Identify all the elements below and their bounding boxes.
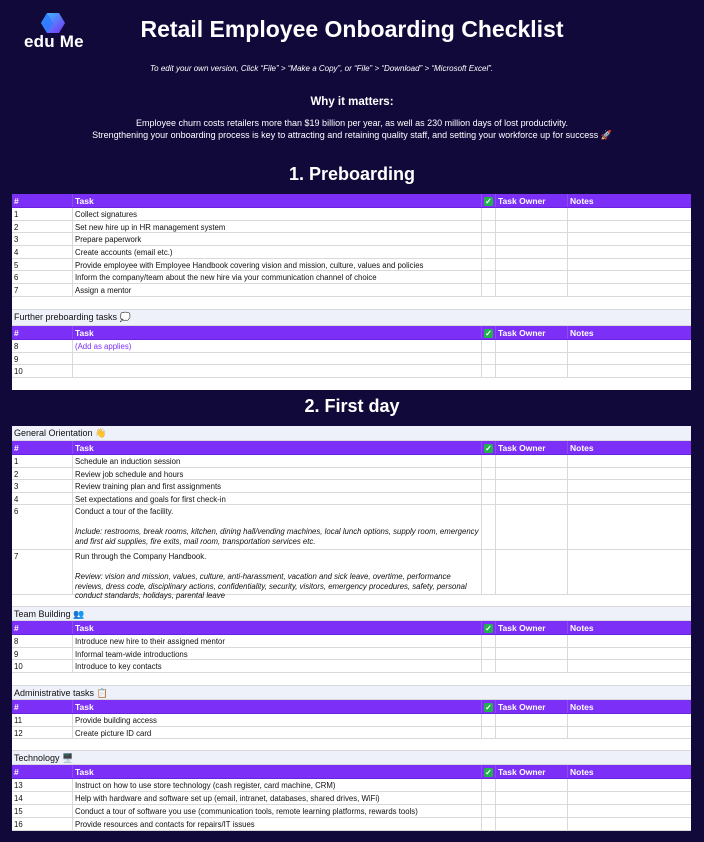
table-header-row (12, 621, 691, 635)
row-task-owner[interactable] (496, 284, 568, 296)
task-text: Informal team-wide introductions (75, 649, 188, 659)
subsection-team-building (12, 607, 691, 621)
row-number: 11 (12, 714, 73, 726)
row-task[interactable] (73, 779, 482, 791)
col-task-header: Task (73, 326, 482, 339)
table-row (12, 779, 691, 792)
col-task-header: Task (73, 194, 482, 207)
row-task-owner[interactable] (496, 468, 568, 480)
row-notes[interactable] (568, 233, 691, 245)
blank-row (12, 297, 691, 310)
col-check-header (482, 441, 496, 454)
why-line-1: Employee churn costs retailers more than $19 billion per year, as well as 230 million days of lost productivity. (135, 118, 569, 128)
col-notes-header: Notes (570, 702, 594, 713)
row-notes[interactable] (568, 727, 691, 739)
task-text: Collect signatures (75, 210, 137, 219)
row-task[interactable] (73, 271, 482, 283)
team-building-rows (12, 635, 691, 673)
further-preboarding-rows (12, 340, 691, 378)
row-task[interactable] (73, 246, 482, 258)
row-task[interactable] (73, 818, 482, 830)
row-notes[interactable] (568, 779, 691, 791)
col-owner-header: Task Owner (496, 194, 568, 207)
row-notes[interactable] (568, 246, 691, 258)
row-notes[interactable] (568, 221, 691, 233)
col-owner-header: Task Owner (496, 700, 568, 713)
row-number: 4 (12, 246, 73, 258)
col-check-header (482, 700, 496, 713)
checkmark-icon: ✓ (485, 197, 492, 206)
task-text: Review training plan and first assignments (75, 482, 222, 491)
row-notes[interactable] (568, 660, 691, 672)
administrative-rows (12, 714, 691, 739)
col-num-header: # (12, 700, 73, 713)
row-checkbox[interactable] (482, 340, 496, 352)
table-row (12, 648, 691, 661)
row-task-owner[interactable] (496, 365, 568, 377)
why-line-2: Strengthening your onboarding process is key to attracting and retaining quality staff, and setting your workforce up for success 🚀 (92, 129, 612, 140)
col-owner-header: Task Owner (496, 326, 568, 339)
col-notes-header: Notes (570, 623, 594, 633)
row-number: 1 (12, 208, 73, 220)
first-day-table (12, 426, 691, 831)
blank-row (12, 595, 691, 607)
table-header-row (12, 326, 691, 340)
subsection-title: Further preboarding tasks 💭 (14, 311, 131, 322)
row-number: 13 (12, 779, 73, 791)
row-task-owner[interactable] (496, 340, 568, 352)
row-checkbox[interactable] (482, 779, 496, 791)
row-checkbox[interactable] (482, 493, 496, 505)
table-header-row (12, 765, 691, 779)
row-task-owner[interactable] (496, 648, 568, 660)
col-num-header: # (12, 441, 73, 454)
row-checkbox[interactable] (482, 714, 496, 726)
task-note: Review: vision and mission, values, culture, anti-harassment, vacation and sick leave, overtime, performance reviews, dress code, disciplinary actions, confidentiality, security, visitors, emergency procedures, safety, personal conduct standards, holidays, parental leave (75, 572, 467, 600)
table-header-row (12, 700, 691, 714)
subsection-title: General Orientation 👋 (14, 428, 107, 438)
row-task-owner[interactable] (496, 246, 568, 258)
checkmark-icon: ✓ (485, 444, 492, 453)
col-task-header: Task (73, 700, 482, 713)
row-task-owner[interactable] (496, 259, 568, 271)
table-row (12, 284, 691, 297)
blank-row (12, 673, 691, 686)
task-text: Run through the Company Handbook. (75, 552, 207, 561)
row-checkbox[interactable] (482, 550, 496, 594)
task-text: Provide building access (75, 716, 157, 726)
subsection-further-preboarding (12, 310, 691, 326)
task-text: Set new hire up in HR management system (75, 222, 226, 232)
page-title: Retail Employee Onboarding Checklist (140, 16, 564, 42)
row-task-owner[interactable] (496, 635, 568, 647)
task-text: Assign a mentor (75, 286, 132, 296)
row-number: 3 (12, 480, 73, 492)
general-orientation-rows (12, 455, 691, 600)
col-check-header (482, 621, 496, 634)
row-notes[interactable] (568, 818, 691, 830)
col-task-header: Task (73, 441, 482, 454)
why-it-matters-title: Why it matters: (310, 96, 394, 108)
col-num-header: # (12, 326, 73, 339)
row-task[interactable] (73, 208, 482, 220)
row-task-owner[interactable] (496, 233, 568, 245)
row-notes[interactable] (568, 455, 691, 467)
checkmark-icon: ✓ (485, 328, 492, 338)
preboarding-table (12, 194, 691, 390)
row-task-owner[interactable] (496, 208, 568, 220)
table-row (12, 365, 691, 378)
row-number: 12 (12, 727, 73, 739)
table-row (12, 246, 691, 259)
preboarding-rows (12, 208, 691, 297)
table-row (12, 635, 691, 648)
row-checkbox[interactable] (482, 365, 496, 377)
row-checkbox[interactable] (482, 259, 496, 271)
row-checkbox[interactable] (482, 455, 496, 467)
table-row (12, 493, 691, 506)
row-checkbox[interactable] (482, 468, 496, 480)
row-number: 9 (12, 648, 73, 660)
row-number: 10 (12, 660, 73, 672)
row-number: 2 (12, 468, 73, 480)
checkmark-icon: ✓ (485, 703, 492, 713)
row-task[interactable] (73, 233, 482, 245)
col-task-header: Task (73, 765, 482, 778)
row-task[interactable] (73, 660, 482, 672)
row-task-owner[interactable] (496, 505, 568, 549)
row-checkbox[interactable] (482, 246, 496, 258)
row-checkbox[interactable] (482, 353, 496, 365)
row-task-owner[interactable] (496, 221, 568, 233)
row-task[interactable] (73, 340, 482, 352)
row-number: 2 (12, 221, 73, 233)
task-text: Schedule an induction session (75, 457, 181, 466)
col-num-header: # (12, 194, 73, 207)
row-number: 8 (12, 635, 73, 647)
row-checkbox[interactable] (482, 208, 496, 220)
subsection-technology (12, 751, 691, 765)
why-it-matters-text (0, 118, 704, 141)
row-number: 16 (12, 818, 73, 830)
table-header-row (12, 194, 691, 208)
subsection-title: Team Building 👥 (14, 609, 85, 619)
row-notes[interactable] (568, 550, 691, 594)
table-row (12, 468, 691, 481)
task-note: Include: restrooms, break rooms, kitchen, dining hall/vending machines, local lunch options, supply room, emergency and first aid supplies, fire exits, mail room, transportation services etc. (75, 527, 479, 546)
edit-instructions: To edit your own version, Click “File” > “Make a Copy”, or “File” > “Download” > “Microsoft Excel”. (150, 64, 494, 73)
row-checkbox[interactable] (482, 221, 496, 233)
row-notes[interactable] (568, 648, 691, 660)
row-task[interactable] (73, 493, 482, 505)
task-text: Prepare paperwork (75, 235, 142, 245)
task-text: Create accounts (email etc.) (75, 248, 173, 258)
row-number: 7 (12, 284, 73, 296)
row-notes[interactable] (568, 505, 691, 549)
row-number: 9 (12, 353, 73, 365)
row-notes[interactable] (568, 468, 691, 480)
col-notes-header: Notes (570, 767, 594, 778)
table-row (12, 550, 691, 600)
row-task-owner[interactable] (496, 818, 568, 830)
row-number: 8 (12, 340, 73, 352)
row-task-owner[interactable] (496, 455, 568, 467)
table-row (12, 660, 691, 673)
task-text: Introduce to key contacts (75, 662, 162, 672)
row-task[interactable] (73, 221, 482, 233)
col-check-header (482, 765, 496, 778)
row-checkbox[interactable] (482, 648, 496, 660)
task-text: Conduct a tour of software you use (communication tools, remote learning platforms, rewards tools) (75, 807, 418, 817)
row-task-owner[interactable] (496, 493, 568, 505)
table-row (12, 805, 691, 818)
table-row (12, 221, 691, 234)
row-task-owner[interactable] (496, 271, 568, 283)
table-header-row (12, 441, 691, 455)
row-notes[interactable] (568, 480, 691, 492)
row-task-owner[interactable] (496, 353, 568, 365)
table-row (12, 792, 691, 805)
row-task[interactable] (73, 792, 482, 804)
task-text: Provide employee with Employee Handbook covering vision and mission, culture, values and policies (75, 260, 424, 270)
row-notes[interactable] (568, 259, 691, 271)
task-text: Review job schedule and hours (75, 469, 184, 479)
row-checkbox[interactable] (482, 505, 496, 549)
row-checkbox[interactable] (482, 818, 496, 830)
subsection-general-orientation (12, 426, 691, 441)
row-notes[interactable] (568, 714, 691, 726)
row-notes[interactable] (568, 635, 691, 647)
col-owner-header: Task Owner (496, 441, 568, 454)
section-title-preboarding: 1. Preboarding (288, 164, 416, 184)
task-text: Set expectations and goals for first check-in (75, 494, 226, 504)
checkmark-icon: ✓ (485, 624, 492, 633)
col-owner-header: Task Owner (496, 765, 568, 778)
row-task[interactable] (73, 648, 482, 660)
row-number: 5 (12, 259, 73, 271)
task-text: Inform the company/team about the new hire via your communication channel of choice (75, 273, 377, 283)
row-number: 10 (12, 365, 73, 377)
row-notes[interactable] (568, 271, 691, 283)
row-notes[interactable] (568, 353, 691, 365)
row-number: 6 (12, 505, 73, 549)
row-task[interactable] (73, 505, 482, 549)
row-notes[interactable] (568, 208, 691, 220)
col-notes-header: Notes (570, 443, 594, 453)
task-text: Create picture ID card (75, 728, 152, 738)
task-text: Instruct on how to use store technology (cash register, card machine, CRM) (75, 781, 336, 791)
row-notes[interactable] (568, 284, 691, 296)
row-number: 3 (12, 233, 73, 245)
section-title-first-day: 2. First day (304, 396, 400, 416)
task-text: Help with hardware and software set up (email, intranet, databases, shared drives, WiFi) (75, 794, 380, 804)
col-notes-header: Notes (570, 327, 594, 338)
task-text: Provide resources and contacts for repairs/IT issues (75, 820, 255, 830)
col-notes-header: Notes (570, 196, 594, 206)
row-checkbox[interactable] (482, 660, 496, 672)
task-text: Introduce new hire to their assigned mentor (75, 637, 225, 646)
row-checkbox[interactable] (482, 271, 496, 283)
technology-rows (12, 779, 691, 831)
task-text: (Add as applies) (75, 341, 132, 351)
row-task-owner[interactable] (496, 805, 568, 817)
table-row (12, 455, 691, 468)
row-task-owner[interactable] (496, 550, 568, 594)
row-checkbox[interactable] (482, 792, 496, 804)
subsection-administrative (12, 686, 691, 700)
row-task-owner[interactable] (496, 779, 568, 791)
row-notes[interactable] (568, 493, 691, 505)
table-row (12, 208, 691, 221)
row-task-owner[interactable] (496, 727, 568, 739)
col-owner-header: Task Owner (496, 621, 568, 634)
row-notes[interactable] (568, 365, 691, 377)
row-task[interactable] (73, 284, 482, 296)
table-row (12, 714, 691, 727)
row-task-owner[interactable] (496, 714, 568, 726)
table-row (12, 340, 691, 353)
table-row (12, 271, 691, 284)
row-task[interactable] (73, 353, 482, 365)
row-number: 4 (12, 493, 73, 505)
blank-row (12, 739, 691, 751)
row-task[interactable] (73, 727, 482, 739)
table-row (12, 818, 691, 831)
table-row (12, 480, 691, 493)
row-task-owner[interactable] (496, 480, 568, 492)
col-num-header: # (12, 621, 73, 634)
row-task[interactable] (73, 259, 482, 271)
row-checkbox[interactable] (482, 805, 496, 817)
row-checkbox[interactable] (482, 284, 496, 296)
row-checkbox[interactable] (482, 480, 496, 492)
row-task[interactable] (73, 714, 482, 726)
row-notes[interactable] (568, 340, 691, 352)
table-row (12, 505, 691, 550)
row-task[interactable] (73, 468, 482, 480)
table-row (12, 259, 691, 272)
col-check-header (482, 326, 496, 339)
row-task[interactable] (73, 480, 482, 492)
checkmark-icon: ✓ (485, 768, 492, 778)
row-checkbox[interactable] (482, 727, 496, 739)
table-row (12, 353, 691, 366)
row-number: 15 (12, 805, 73, 817)
row-notes[interactable] (568, 805, 691, 817)
row-number: 14 (12, 792, 73, 804)
row-task[interactable] (73, 455, 482, 467)
row-checkbox[interactable] (482, 233, 496, 245)
blank-row (12, 378, 691, 390)
row-number: 1 (12, 455, 73, 467)
row-task-owner[interactable] (496, 660, 568, 672)
col-task-header: Task (73, 621, 482, 634)
row-number: 6 (12, 271, 73, 283)
row-checkbox[interactable] (482, 635, 496, 647)
col-num-header: # (12, 765, 73, 778)
row-task[interactable] (73, 550, 482, 600)
row-task[interactable] (73, 805, 482, 817)
row-notes[interactable] (568, 792, 691, 804)
row-task[interactable] (73, 365, 482, 377)
table-row (12, 727, 691, 740)
col-check-header (482, 194, 496, 207)
subsection-title: Administrative tasks 📋 (14, 688, 108, 699)
row-number: 7 (12, 550, 73, 594)
subsection-title: Technology 🖥️ (14, 753, 74, 764)
row-task-owner[interactable] (496, 792, 568, 804)
row-task[interactable] (73, 635, 482, 647)
task-text: Conduct a tour of the facility. (75, 507, 174, 516)
table-row (12, 233, 691, 246)
logo-text: edu Me (24, 32, 84, 51)
